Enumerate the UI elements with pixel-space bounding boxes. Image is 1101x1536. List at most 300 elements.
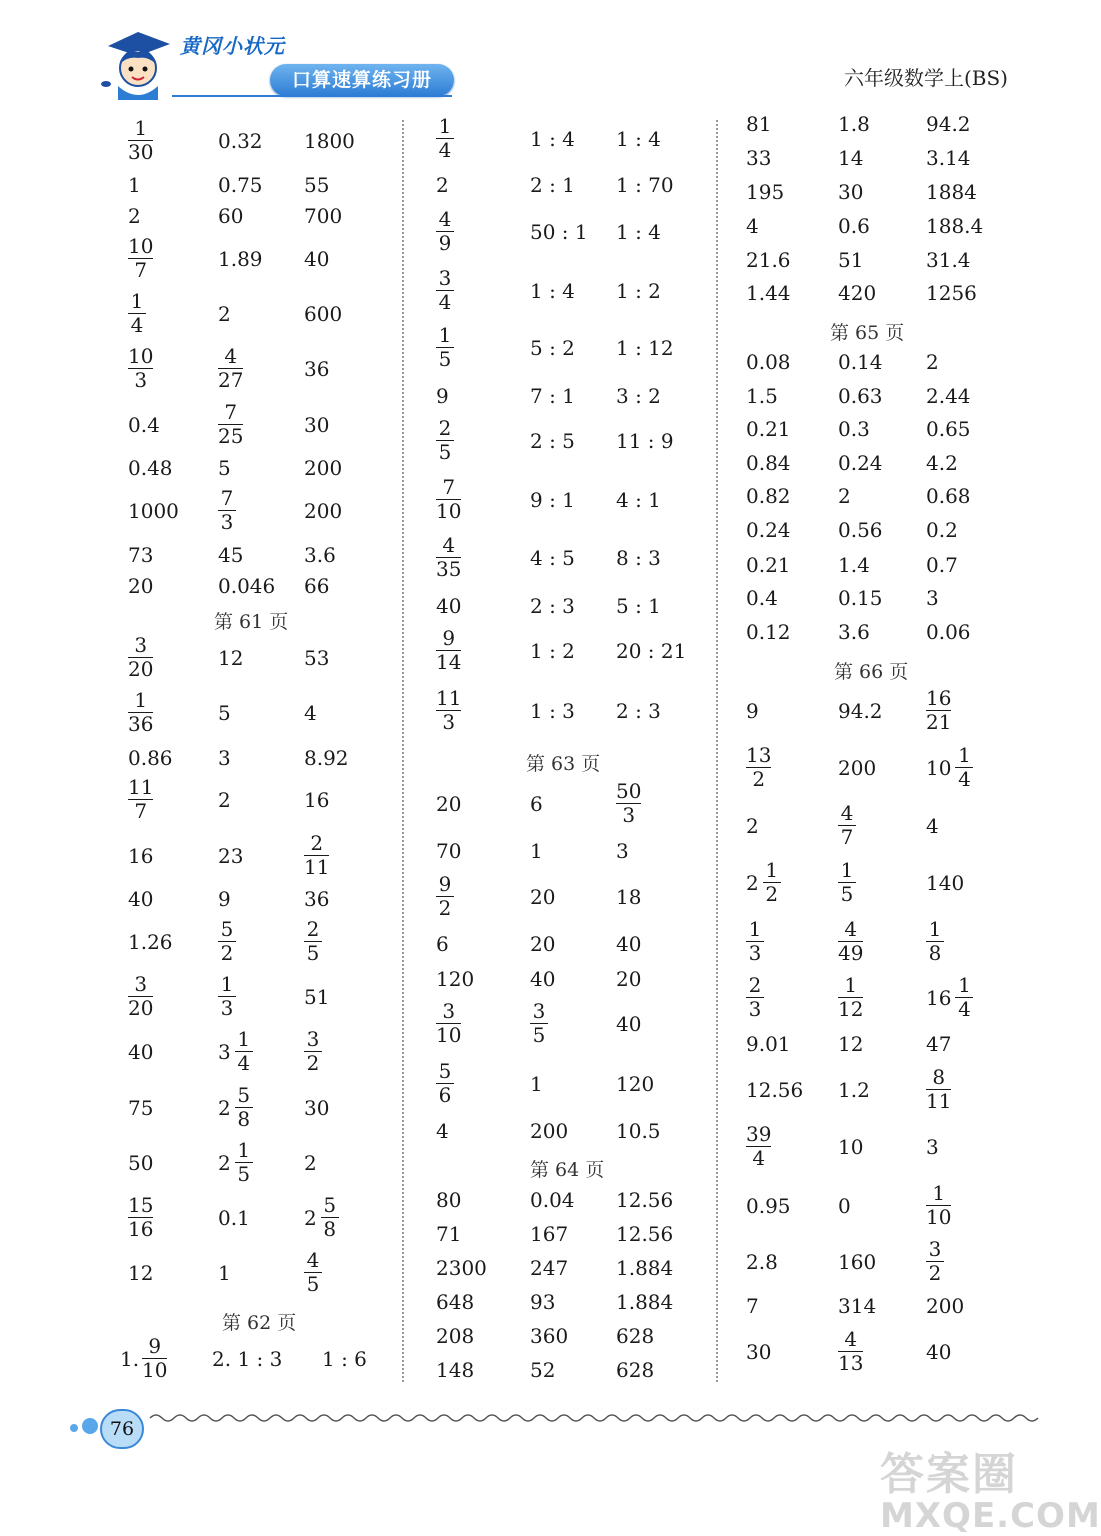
fraction-numerator: 7 [224,400,238,424]
fraction [128,690,153,735]
answer-value: 167 [530,1222,569,1246]
answer-value: 0.32 [218,129,263,153]
answer-value: 3 [616,839,629,863]
fraction-denominator: 3 [622,803,636,827]
answer-value: 40 [530,967,556,991]
answer-value: 9 : 1 [530,488,575,512]
page-label-63: 第 63 页 [526,753,601,775]
fraction-numerator: 16 [926,686,952,710]
answer-value: 2 : 3 [530,594,575,618]
fraction-denominator: 5 [438,347,452,371]
answer-value: 1.2 [838,1078,870,1102]
fraction-numerator: 39 [746,1122,772,1146]
fraction [436,628,461,673]
answer-value: 6 [530,792,543,816]
fraction-numerator: 3 [134,633,148,657]
fraction-numerator: 4 [844,917,858,941]
fraction [436,874,454,919]
fraction-numerator: 5 [323,1193,337,1217]
answer-value: 120 [616,1072,655,1096]
fraction-denominator: 5 [306,1272,320,1296]
answer-value: 66 [304,574,330,598]
fraction-denominator: 12 [838,997,864,1021]
fraction [218,346,243,391]
fraction [304,833,329,878]
answer-value: 8 : 3 [616,546,661,570]
answer-value: 40 [926,1340,952,1364]
fraction-numerator: 10 [128,234,154,258]
answer-value: 30 [746,1340,772,1364]
fraction-denominator: 2 [306,1051,320,1075]
answer-value: 9 [436,384,449,408]
fraction-numerator: 7 [220,486,234,510]
answer-value: 160 [838,1250,877,1274]
answer-value: 200 [530,1119,569,1143]
mixed-whole: 10 [926,755,952,780]
fraction-denominator: 10 [436,499,462,523]
footer-dot-large [82,1418,98,1434]
answer-value: 0.84 [746,451,791,475]
answer-value: 0.08 [746,350,791,374]
fraction [838,860,856,905]
answer-value: 2 [838,484,851,508]
answer-value: 0.21 [746,417,791,441]
fraction [926,919,944,964]
fraction-denominator: 25 [218,424,244,448]
answer-value: 120 [436,967,475,991]
page-label-61: 第 61 页 [214,611,289,633]
page-label-62: 第 62 页 [222,1312,297,1334]
fraction-denominator: 5 [840,882,854,906]
answer-value: 5 : 1 [616,594,661,618]
fraction-numerator: 15 [128,1193,154,1217]
answer-value: 3.6 [304,543,336,567]
answer-value: 1. [120,1347,140,1371]
answer-value: 1256 [926,281,977,305]
footer-dot-small [70,1424,78,1432]
fraction [436,1001,461,1046]
answer-value: 0.24 [838,451,883,475]
answer-value: 200 [304,456,343,480]
fraction-numerator: 4 [844,1327,858,1351]
watermark [880,1438,1101,1536]
fraction [436,325,454,370]
answer-value: 200 [838,756,877,780]
answer-value: 360 [530,1324,569,1348]
fraction-numerator: 9 [438,872,452,896]
fraction-denominator: 5 [237,1162,251,1186]
fraction-denominator: 4 [438,138,452,162]
fraction-denominator: 3 [134,368,148,392]
answer-value: 0.7 [926,553,958,577]
answer-value: 648 [436,1290,475,1314]
page-label-65: 第 65 页 [830,322,905,344]
fraction-denominator: 36 [128,712,154,736]
fraction-denominator: 3 [748,941,762,965]
fraction [304,919,322,964]
answer-value: 0.75 [218,173,263,197]
fraction-denominator: 10 [926,1205,952,1229]
answer-value: 51 [838,248,864,272]
answer-value: 1 : 6 [322,1347,367,1371]
answer-value: 1 [530,839,543,863]
answer-value: 40 [436,594,462,618]
answer-value: 12 [128,1261,154,1285]
column-divider-1 [402,120,404,1382]
fraction-denominator: 5 [438,440,452,464]
answer-value: 628 [616,1324,655,1348]
answer-value: 12.56 [616,1222,674,1246]
answer-value: 11 : 9 [616,429,674,453]
fraction [746,975,764,1020]
fraction-numerator: 11 [128,775,154,799]
fraction [838,975,863,1020]
fraction-numerator: 1 [958,743,971,767]
answer-value: 18 [616,885,642,909]
answer-value: 50 : 1 [530,220,588,244]
fraction [436,268,454,313]
answer-value: 3.14 [926,146,971,170]
answer-value: 33 [746,146,772,170]
answer-value: 1 : 12 [616,336,674,360]
answer-value: 0.4 [746,586,778,610]
answer-value: 0 [838,1194,851,1218]
fraction-numerator: 3 [928,1237,942,1261]
answer-value: 628 [616,1358,655,1382]
mixed-number [218,1085,253,1130]
answer-value: 4 : 5 [530,546,575,570]
answer-value: 1 : 2 [616,279,661,303]
fraction [838,919,863,964]
fraction-numerator: 2 [310,831,324,855]
answer-value: 73 [128,543,154,567]
answer-value: 7 [746,1294,759,1318]
answer-value: 1.884 [616,1256,674,1280]
answer-value: 21.6 [746,248,791,272]
answer-value: 1.89 [218,247,263,271]
fraction-numerator: 4 [442,533,456,557]
mixed-whole: 3 [218,1039,231,1064]
header-underline [172,95,452,97]
answer-value: 4 : 1 [616,488,661,512]
answer-value: 20 : 21 [616,639,687,663]
fraction-denominator: 4 [237,1051,251,1075]
answer-value: 0.06 [926,620,971,644]
fraction-denominator: 2 [752,767,766,791]
answer-value: 30 [304,413,330,437]
answer-value: 40 [128,887,154,911]
answer-value: 200 [926,1294,965,1318]
answer-value: 2.44 [926,384,971,408]
answer-value: 2 [218,302,231,326]
fraction [955,745,973,790]
answer-value: 1 : 3 [530,699,575,723]
answer-value: 1.5 [746,384,778,408]
answer-value: 0.12 [746,620,791,644]
page-label-64: 第 64 页 [530,1159,605,1181]
answer-value: 0.68 [926,484,971,508]
fraction-numerator: 2 [438,416,452,440]
answer-value: 40 [616,1012,642,1036]
answer-value: 1 : 4 [530,127,575,151]
page-label-66: 第 66 页 [834,661,909,683]
fraction [128,777,153,822]
fraction [746,1124,771,1169]
fraction-numerator: 2 [306,917,320,941]
answer-value: 5 : 2 [530,336,575,360]
fraction [436,535,461,580]
fraction [838,1329,863,1374]
answer-value: 0.24 [746,518,791,542]
fraction [304,1250,322,1295]
fraction-denominator: 13 [838,1351,864,1375]
answer-value: 0.1 [218,1206,250,1230]
answer-value: 420 [838,281,877,305]
fraction-numerator: 1 [237,1138,251,1162]
answer-value: 7 : 1 [530,384,575,408]
fraction-numerator: 9 [442,626,456,650]
fraction-denominator: 10 [142,1358,168,1382]
brand-logo-text: 黄冈小状元 [180,34,285,58]
fraction-numerator: 3 [438,266,452,290]
answer-value: 9.01 [746,1032,791,1056]
fraction [304,1029,322,1074]
answer-value: 1.44 [746,281,791,305]
fraction-denominator: 8 [928,941,942,965]
answer-value: 6 [436,932,449,956]
fraction-numerator: 3 [442,999,456,1023]
mixed-number [218,1029,253,1074]
fraction [321,1195,339,1240]
fraction [235,1140,253,1185]
fraction-denominator: 2 [928,1261,942,1285]
answer-value: 75 [128,1096,154,1120]
answer-value: 0.65 [926,417,971,441]
fraction-denominator: 30 [128,140,154,164]
answer-value: 0.86 [128,746,173,770]
fraction [436,688,461,733]
fraction-denominator: 8 [237,1107,251,1131]
fraction-numerator: 1 [237,1027,251,1051]
fraction-denominator: 4 [752,1146,766,1170]
answer-value: 2 [128,204,141,228]
fraction [926,688,951,733]
fraction-denominator: 27 [218,368,244,392]
answer-value: 700 [304,204,343,228]
fraction [926,1239,944,1284]
fraction-numerator: 4 [306,1248,320,1272]
fraction-numerator: 1 [438,114,452,138]
fraction-denominator: 5 [532,1023,546,1047]
fraction-numerator: 9 [148,1334,162,1358]
answer-value: 94.2 [838,699,883,723]
answer-value: 0.4 [128,413,160,437]
mascot-logo-icon [98,24,178,104]
answer-value: 0.046 [218,574,276,598]
fraction-numerator: 3 [306,1027,320,1051]
fraction [142,1336,167,1381]
answer-value: 2300 [436,1256,487,1280]
answer-value: 1.26 [128,930,173,954]
fraction [746,919,764,964]
fraction [218,974,236,1019]
fraction [436,116,454,161]
fraction-numerator: 1 [765,858,779,882]
footer-wave-divider-icon [150,1410,1022,1426]
fraction-denominator: 7 [840,825,854,849]
fraction [235,1029,253,1074]
answer-value: 0.14 [838,350,883,374]
answer-value: 10 [838,1135,864,1159]
answer-value: 2. 1 : 3 [212,1347,283,1371]
answer-value: 0.56 [838,518,883,542]
answer-value: 36 [304,887,330,911]
mixed-number [926,745,973,790]
answer-value: 60 [218,204,244,228]
fraction-denominator: 16 [128,1217,154,1241]
fraction-numerator: 1 [958,973,971,997]
answer-value: 12 [218,646,244,670]
mixed-whole: 2 [746,870,759,895]
answer-value: 208 [436,1324,475,1348]
fraction-numerator: 1 [220,972,234,996]
fraction-numerator: 5 [237,1083,251,1107]
fraction-denominator: 11 [926,1089,952,1113]
fraction-numerator: 8 [932,1065,946,1089]
answer-value: 93 [530,1290,556,1314]
answer-value: 55 [304,173,330,197]
answer-value: 140 [926,871,965,895]
answer-value: 2 : 1 [530,173,575,197]
fraction-numerator: 13 [746,743,772,767]
answer-value: 0.15 [838,586,883,610]
answer-value: 12.56 [746,1078,804,1102]
fraction-denominator: 20 [128,657,154,681]
answer-value: 3.6 [838,620,870,644]
fraction [763,860,781,905]
fraction-denominator: 7 [134,799,148,823]
answer-value: 40 [304,247,330,271]
answer-value: 23 [218,844,244,868]
answer-value: 3 [218,746,231,770]
mixed-number [746,860,781,905]
fraction-denominator: 11 [304,855,330,879]
answer-value: 14 [838,146,864,170]
answer-value: 20 [530,932,556,956]
answer-value: 0.21 [746,553,791,577]
answer-value: 2.8 [746,1250,778,1274]
answer-value: 8.92 [304,746,349,770]
fraction-denominator: 2 [765,882,779,906]
fraction-numerator: 3 [532,999,546,1023]
answer-value: 52 [530,1358,556,1382]
answer-value: 1884 [926,180,977,204]
fraction [436,477,461,522]
fraction [436,418,454,463]
fraction [218,402,243,447]
column-divider-2 [716,120,718,1382]
answer-value: 2 : 3 [616,699,661,723]
fraction [218,488,236,533]
page-header [0,0,1060,110]
fraction [128,974,153,1019]
answer-value: 148 [436,1358,475,1382]
answer-value: 188.4 [926,214,984,238]
answer-value: 4 [746,214,759,238]
fraction-denominator: 7 [134,258,148,282]
answer-value: 2 [304,1151,317,1175]
fraction [128,291,146,336]
fraction-numerator: 7 [442,475,456,499]
answer-value: 4 [304,701,317,725]
answer-value: 45 [218,543,244,567]
answer-value: 2 [746,814,759,838]
answer-value: 1.884 [616,1290,674,1314]
answer-value: 70 [436,839,462,863]
answer-value: 80 [436,1188,462,1212]
mixed-number [926,975,973,1020]
answer-value: 53 [304,646,330,670]
fraction-numerator: 1 [130,289,144,313]
fraction [218,919,236,964]
fraction [955,975,973,1020]
answer-value: 0.82 [746,484,791,508]
answer-value: 1800 [304,129,355,153]
answer-value: 20 [128,574,154,598]
answer-value: 20 [616,967,642,991]
answer-value: 0.3 [838,417,870,441]
answer-value: 31.4 [926,248,971,272]
fraction-denominator: 3 [442,710,456,734]
answer-value: 16 [128,844,154,868]
fraction-numerator: 1 [840,858,854,882]
answer-value: 4 [436,1119,449,1143]
answer-value: 1 : 4 [616,127,661,151]
mixed-whole: 2 [304,1205,317,1230]
mixed-number [304,1195,339,1240]
fraction-denominator: 14 [436,650,462,674]
fraction-denominator: 9 [438,231,452,255]
fraction-numerator: 4 [840,801,854,825]
fraction-numerator: 5 [220,917,234,941]
answer-value: 0.63 [838,384,883,408]
fraction [616,781,641,826]
answer-value: 40 [616,932,642,956]
answer-value: 247 [530,1256,569,1280]
answer-value: 1 : 70 [616,173,674,197]
answer-value: 1000 [128,499,179,523]
answer-value: 200 [304,499,343,523]
fraction-numerator: 10 [128,344,154,368]
answer-value: 47 [926,1032,952,1056]
fraction-numerator: 1 [748,917,762,941]
answer-value: 20 [436,792,462,816]
answer-value: 600 [304,302,343,326]
fraction-denominator: 21 [926,710,952,734]
answer-value: 2 [926,350,939,374]
mixed-whole: 16 [926,985,952,1010]
fraction-denominator: 4 [958,767,971,791]
fraction-numerator: 2 [748,973,762,997]
fraction [926,1067,951,1112]
fraction-numerator: 1 [134,688,148,712]
fraction-denominator: 5 [306,941,320,965]
fraction-denominator: 8 [323,1217,337,1241]
answer-value: 0.2 [926,518,958,542]
answer-value: 51 [304,985,330,1009]
watermark-text-1: 答案圈 [880,1449,1018,1500]
answer-value: 9 [746,699,759,723]
